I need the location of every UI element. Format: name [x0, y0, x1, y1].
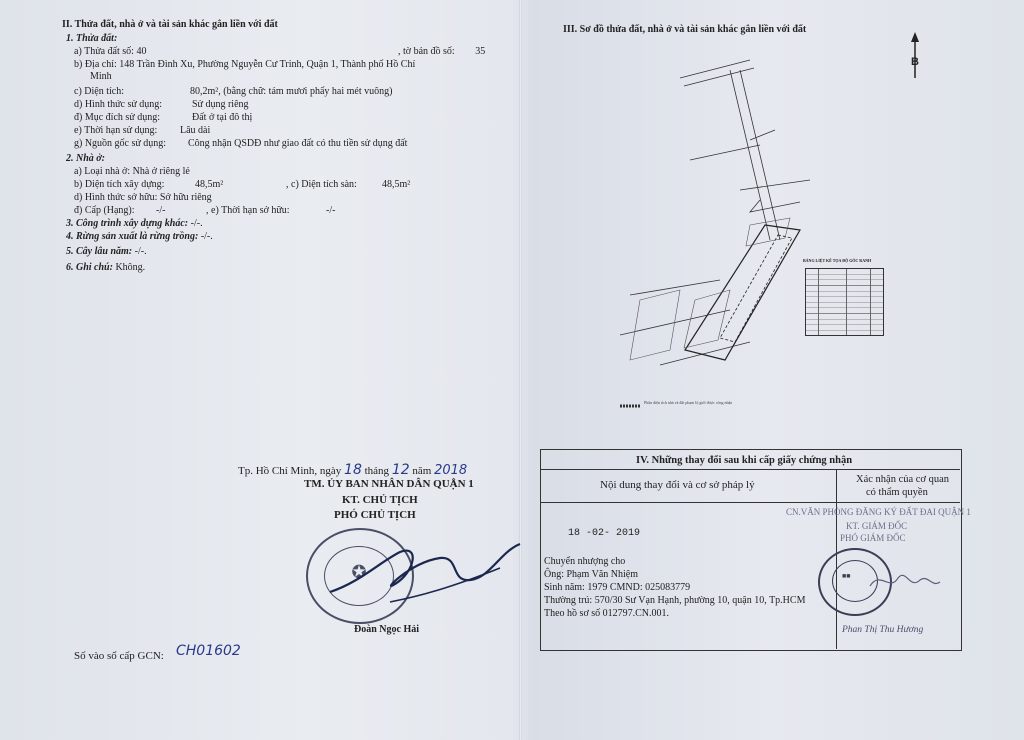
map-road-branch — [750, 130, 775, 140]
page-fold — [519, 0, 522, 740]
other-construction-value: -/-. — [190, 218, 203, 229]
perennial-row — [66, 246, 147, 258]
map-building-1 — [630, 290, 680, 360]
parcel-number: 40 — [136, 46, 147, 57]
address-line-1: b) Địa chỉ: 148 Trần Đình Xu, Phường Nguyễn Cư Trinh, Quận 1, Thành phố Hồ Chí — [74, 59, 416, 70]
office-stamp-role-1: KT. GIÁM ĐỐC — [846, 521, 908, 531]
issuer-org: TM. ỦY BAN NHÂN DÂN QUẬN 1 — [304, 478, 474, 490]
use-term-value: Lâu dài — [180, 125, 211, 136]
parcel-outline — [685, 225, 800, 360]
issue-place: Tp. Hồ Chí Minh, ngày — [238, 465, 342, 477]
issue-day: 18 — [344, 462, 362, 478]
map-sheet-row — [398, 46, 485, 58]
office-signer: Phan Thị Thu Hương — [842, 625, 924, 635]
map-road-bottom — [660, 342, 750, 365]
map-sheet-label: , tờ bản đồ số: — [398, 46, 458, 57]
change-line-1: Chuyển nhượng cho — [544, 556, 626, 567]
gcn-value: CH01602 — [176, 643, 241, 659]
coord-table — [805, 268, 884, 336]
use-purpose-label: đ) Mục đích sử dụng: — [74, 112, 160, 123]
map-building-2 — [684, 290, 730, 348]
office-stamp-name: CN.VĂN PHÒNG ĐĂNG KÝ ĐẤT ĐAI QUẬN 1 — [786, 507, 971, 517]
build-area-value: 48,5m² — [195, 179, 224, 190]
floor-area-label: , c) Diện tích sàn: — [286, 179, 357, 190]
perennial-label: 5. Cây lâu năm: — [66, 246, 133, 257]
issue-year-label: năm — [412, 465, 432, 477]
other-construction-label: 3. Công trình xây dựng khác: — [66, 218, 189, 229]
signer-name: Đoàn Ngọc Hải — [354, 624, 419, 635]
area-label: c) Diện tích: — [74, 86, 124, 97]
changes-col-confirm-2: có thẩm quyền — [866, 487, 928, 498]
ownership-term-value: -/- — [326, 205, 336, 216]
parcel-inner-outline — [720, 235, 792, 342]
map-road-main-2 — [740, 70, 780, 240]
section-ii-title: II. Thửa đất, nhà ở và tài sản khác gắn liền với đất — [62, 19, 278, 30]
section-iii-title: III. Sơ đồ thửa đất, nhà ở và tài sản khác gắn liền với đất — [563, 24, 807, 35]
ownership-form: d) Hình thức sở hữu: Sở hữu riêng — [74, 192, 212, 203]
stamp-emblem-icon: ✪ — [351, 562, 367, 582]
land-heading: 1. Thửa đất: — [66, 33, 118, 44]
ownership-term-label: , e) Thời hạn sở hữu: — [206, 205, 290, 216]
house-type: a) Loại nhà ở: Nhà ở riêng lẻ — [74, 166, 190, 177]
floor-area-value: 48,5m² — [382, 179, 411, 190]
gcn-label: Số vào sổ cấp GCN: — [74, 650, 164, 662]
address-line-2: Minh — [90, 71, 112, 82]
map-road-top — [680, 60, 750, 78]
map-legend: Phần diện tích nhà và đất phạm lộ giới được công nhận — [644, 400, 733, 405]
house-heading: 2. Nhà ở: — [66, 153, 105, 164]
change-line-2: Ông: Phạm Văn Nhiệm — [544, 569, 638, 580]
planted-forest-row — [66, 231, 213, 243]
office-stamp-role-2: PHÓ GIÁM ĐỐC — [840, 533, 906, 543]
issue-year: 2018 — [434, 463, 468, 478]
issuer-deputy: PHÓ CHỦ TỊCH — [334, 509, 416, 521]
coord-col-divider-2 — [846, 269, 847, 335]
north-label: B — [911, 56, 919, 68]
change-line-4: Thường trú: 570/30 Sư Vạn Hạnh, phường 10, quận 10, Tp.HCM — [544, 595, 806, 606]
coord-col-divider-3 — [870, 269, 871, 335]
changes-col-content: Nội dung thay đổi và cơ sở pháp lý — [600, 479, 755, 491]
site-map — [600, 50, 890, 415]
planted-forest-value: -/-. — [200, 231, 213, 242]
note-label: 6. Ghi chú: — [66, 262, 113, 273]
change-line-5: Theo hồ sơ số 012797.CN.001. — [544, 608, 670, 619]
change-line-3: Sinh năm: 1979 CMND: 025083779 — [544, 582, 691, 593]
office-stamp-core-icon: ■■ — [842, 572, 851, 580]
use-origin-label: g) Nguồn gốc sử dụng: — [74, 138, 167, 149]
grade-value: -/- — [156, 205, 166, 216]
use-origin-value: Công nhận QSDĐ như giao đất có thu tiền sử dụng đất — [188, 138, 408, 149]
coord-col-divider-1 — [818, 269, 819, 335]
use-term-label: e) Thời hạn sử dụng: — [74, 125, 158, 136]
other-construction-row — [66, 218, 203, 230]
map-sheet-number: 35 — [475, 46, 486, 57]
map-road-lower — [630, 280, 720, 295]
issue-month-label: tháng — [364, 465, 390, 477]
changes-title: IV. Những thay đổi sau khi cấp giấy chứng nhận — [636, 455, 853, 466]
signature-right — [866, 560, 946, 600]
parcel-label: a) Thửa đất số: — [74, 46, 137, 57]
map-road-branch-4 — [750, 200, 800, 212]
land-parcel-row — [74, 46, 146, 58]
issuer-role: KT. CHỦ TỊCH — [342, 494, 418, 506]
issue-date-line — [238, 464, 467, 477]
note-value: Không. — [115, 262, 146, 273]
use-form-value: Sử dụng riêng — [192, 99, 249, 110]
build-area-label: b) Diện tích xây dựng: — [74, 179, 165, 190]
planted-forest-label: 4. Rừng sản xuất là rừng trồng: — [66, 231, 199, 242]
grade-label: đ) Cấp (Hạng): — [74, 205, 135, 216]
use-purpose-value: Đất ở tại đô thị — [192, 112, 253, 123]
coord-table-title: BẢNG LIỆT KÊ TỌA ĐỘ GÓC RANH — [803, 258, 872, 263]
map-road-main — [730, 70, 770, 240]
north-arrow-icon — [905, 32, 925, 82]
change-date: 18 -02- 2019 — [568, 528, 641, 539]
signature-left — [300, 522, 530, 622]
issue-month: 12 — [391, 462, 410, 478]
note-row — [66, 262, 145, 274]
perennial-value: -/-. — [134, 246, 147, 257]
use-form-label: d) Hình thức sử dụng: — [74, 99, 163, 110]
changes-col-confirm-1: Xác nhận của cơ quan — [856, 474, 950, 485]
map-road-branch-3 — [740, 180, 810, 190]
area-value: 80,2m², (bằng chữ: tám mươi phẩy hai mét vuông) — [190, 86, 393, 97]
